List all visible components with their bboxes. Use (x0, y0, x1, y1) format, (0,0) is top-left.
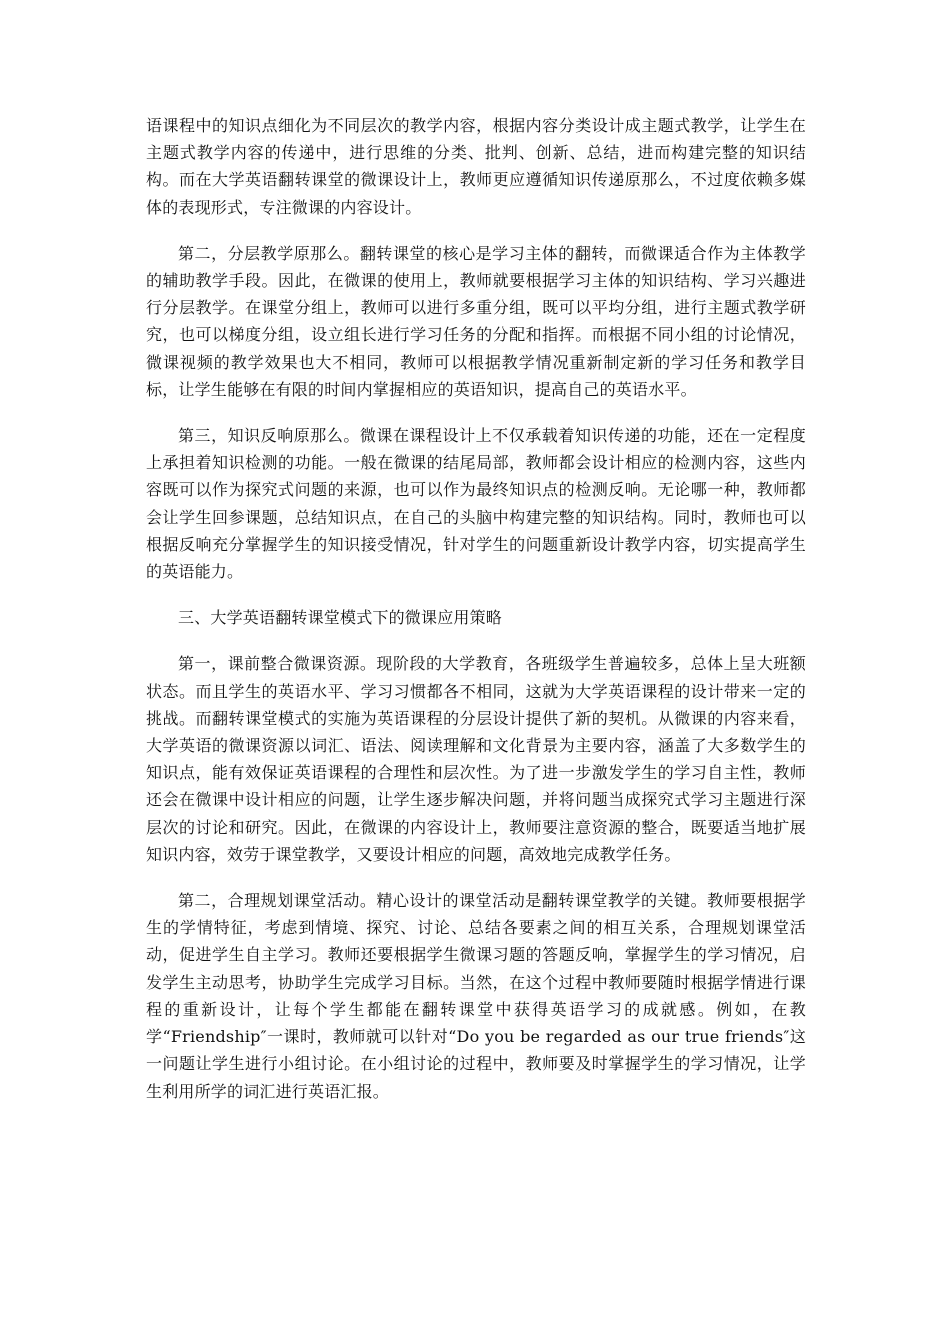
paragraph-continuation: 语课程中的知识点细化为不同层次的教学内容，根据内容分类设计成主题式教学，让学生在主题式教学内容的传递中，进行思维的分类、批判、创新、总结，进而构建完整的知识结构。而在大学英语翻转课堂的微课设计上，教师更应遵循知识传递原那么，不过度依赖多媒体的表现形式，专注微课的内容设计。 (146, 116, 806, 217)
paragraph-knowledge-feedback: 第三，知识反响原那么。微课在课程设计上不仅承载着知识传递的功能，还在一定程度上承担着知识检测的功能。一般在微课的结尾局部，教师都会设计相应的检测内容，这些内容既可以作为探究式问题的来源，也可以作为最终知识点的检测反响。无论哪一种，教师都会让学生回参课题，总结知识点，在自己的头脑中构建完整的知识结构。同时，教师也可以根据反响充分掌握学生的知识接受情况，针对学生的问题重新设计教学内容，切实提高学生的英语能力。 (146, 426, 806, 582)
paragraph-layered-teaching: 第二，分层教学原那么。翻转课堂的核心是学习主体的翻转，而微课适合作为主体教学的辅助教学手段。因此，在微课的使用上，教师就要根据学习主体的知识结构、学习兴趣进行分层教学。在课堂分组上，教师可以进行多重分组，既可以平均分组，进行主题式教学研究，也可以梯度分组，设立组长进行学习任务的分配和指挥。而根据不同小组的讨论情况，微课视频的教学效果也大不相同，教师可以根据教学情况重新制定新的学习任务和教学目标，让学生能够在有限的时间内掌握相应的英语知识，提高自己的英语水平。 (146, 243, 806, 399)
paragraph-plan-activities: 第二，合理规划课堂活动。精心设计的课堂活动是翻转课堂教学的关键。教师要根据学生的学情特征，考虑到情境、探究、讨论、总结各要素之间的相互关系，合理规划课堂活动，促进学生自主学习。教师还要根据学生微课习题的答题反响，掌握学生的学习情况，启发学生主动思考，协助学生完成学习目标。当然，在这个过程中教师要随时根据学情进行课程的重新设计，让每个学生都能在翻转课堂中获得英语学习的成就感。例如，在教学“Friendship″一课时，教师就可以针对“Do you be regarded as our true friends″这一问题让学生进行小组讨论。在小组讨论的过程中，教师要及时掌握学生的学习情况，让学生利用所学的词汇进行英语汇报。 (146, 891, 806, 1101)
section-heading: 三、大学英语翻转课堂模式下的微课应用策略 (178, 608, 503, 628)
document-page (146, 112, 806, 1124)
paragraph-integrate-resources: 第一，课前整合微课资源。现阶段的大学教育，各班级学生普遍较多，总体上呈大班额状态。而且学生的英语水平、学习习惯都各不相同，这就为大学英语课程的设计带来一定的挑战。而翻转课堂模式的实施为英语课程的分层设计提供了新的契机。从微课的内容来看，大学英语的微课资源以词汇、语法、阅读理解和文化背景为主要内容，涵盖了大多数学生的知识点，能有效保证英语课程的合理性和层次性。为了进一步激发学生的学习自主性，教师还会在微课中设计相应的问题，让学生逐步解决问题，并将问题当成探究式学习主题进行深层次的讨论和研究。因此，在微课的内容设计上，教师要注意资源的整合，既要适当地扩展知识内容，效劳于课堂教学，又要设计相应的问题，高效地完成教学任务。 (146, 654, 806, 864)
